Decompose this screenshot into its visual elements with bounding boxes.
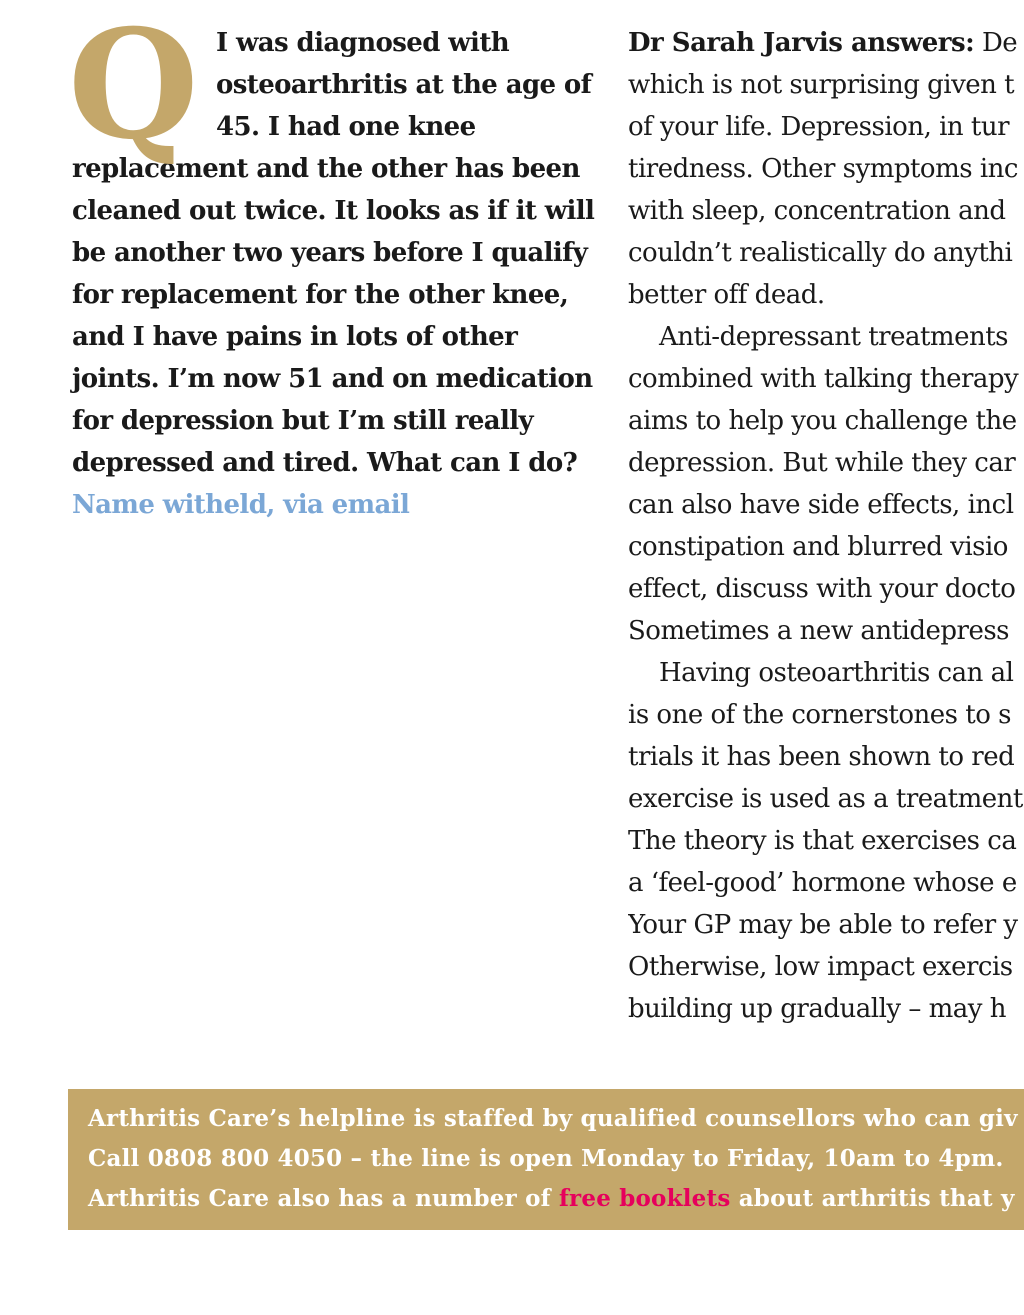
answer-line: is one of the cornerstones to s — [628, 700, 1011, 730]
helpline-box — [68, 1089, 1024, 1230]
answer-line: Anti-depressant treatments — [659, 322, 1008, 352]
answerer-name: Dr Sarah Jarvis answers: — [628, 28, 975, 58]
answer-line: a ‘feel-good’ hormone whose e — [628, 868, 1017, 898]
answer-first-line-rest: De — [974, 28, 1018, 58]
answer-line: exercise is used as a treatment — [628, 784, 1023, 814]
answer-line: combined with talking therapy — [628, 364, 1019, 394]
answer-line: Your GP may be able to refer y — [628, 910, 1018, 940]
answer-line: better off dead. — [628, 280, 825, 310]
answer-line: can also have side effects, incl — [628, 490, 1014, 520]
answer-line: Having osteoarthritis can al — [659, 658, 1014, 688]
answer-line: effect, discuss with your docto — [628, 574, 1016, 604]
free-booklets-link[interactable]: free booklets — [558, 1185, 731, 1212]
question-line: be another two years before I qualify — [72, 238, 588, 268]
question-line: for depression but I’m still really — [72, 406, 534, 436]
doctor-answer — [628, 22, 1024, 1030]
helpline-line-3-start: Arthritis Care also has a number of — [88, 1185, 559, 1212]
answer-line: aims to help you challenge the — [628, 406, 1017, 436]
answer-line: trials it has been shown to red — [628, 742, 1015, 772]
question-line: depressed and tired. What can I do? — [72, 448, 578, 478]
question-line: for replacement for the other knee, — [72, 280, 569, 310]
question-line: I was diagnosed with — [216, 28, 510, 58]
answer-line: The theory is that exercises ca — [628, 826, 1017, 856]
question-line: osteoarthritis at the age of — [216, 70, 592, 100]
answer-line: building up gradually – may h — [628, 994, 1006, 1024]
reader-question — [68, 0, 595, 526]
question-attribution: Name witheld, via email — [72, 490, 410, 520]
question-drop-cap: Q — [68, 0, 199, 173]
helpline-line-3 — [88, 1179, 1015, 1219]
answer-line: tiredness. Other symptoms inc — [628, 154, 1018, 184]
answer-line: constipation and blurred visio — [628, 532, 1008, 562]
answer-line: depression. But while they car — [628, 448, 1016, 478]
answer-line — [628, 22, 1024, 64]
question-line: and I have pains in lots of other — [72, 322, 518, 352]
answer-line: which is not surprising given t — [628, 70, 1015, 100]
answer-line: of your life. Depression, in tur — [628, 112, 1010, 142]
answer-line: couldn’t realistically do anythi — [628, 238, 1013, 268]
helpline-line-1: Arthritis Care’s helpline is staffed by qualified counsellors who can giv — [88, 1105, 1018, 1132]
question-line: joints. I’m now 51 and on medication — [72, 364, 593, 394]
answer-line: Sometimes a new antidepress — [628, 616, 1010, 646]
question-line: 45. I had one knee — [216, 112, 476, 142]
question-line: cleaned out twice. It looks as if it will — [72, 196, 595, 226]
answer-line: with sleep, concentration and — [628, 196, 1006, 226]
helpline-line-3-end: about arthritis that y — [730, 1185, 1015, 1212]
question-line: replacement and the other has been — [72, 154, 580, 184]
helpline-line-2: Call 0808 800 4050 – the line is open Monday to Friday, 10am to 4pm. — [88, 1145, 1004, 1172]
answer-line: Otherwise, low impact exercis — [628, 952, 1013, 982]
